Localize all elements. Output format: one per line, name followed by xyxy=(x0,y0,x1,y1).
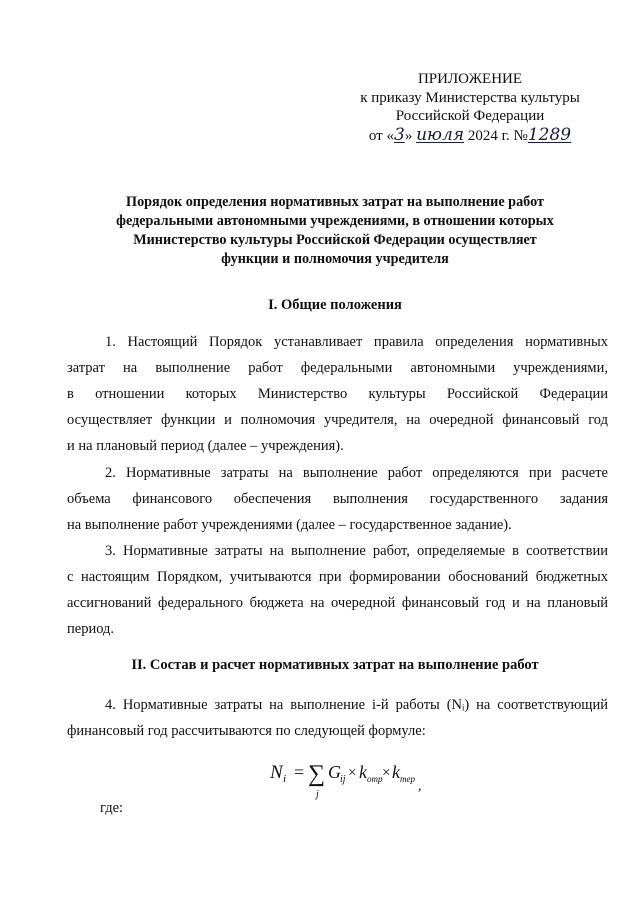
document-title xyxy=(80,193,590,269)
times-sign: × xyxy=(382,765,391,781)
times-sign: × xyxy=(348,765,357,781)
formula-k1-subscript: отр xyxy=(367,774,383,784)
formula-g-subscript: ij xyxy=(340,774,346,785)
formula-equals: = xyxy=(294,762,305,782)
paragraph-line: осуществляет функции и полномочия учредителя, на очередной финансовый год xyxy=(67,412,608,428)
paragraph-line: в отношении которых Министерство культуры Российской Федерации xyxy=(67,386,608,402)
paragraph-4 xyxy=(67,692,608,744)
paragraph-line: 4. Нормативные затраты на выполнение i-й работы (Nᵢ) на соответствующий xyxy=(105,697,608,713)
appendix-date-line xyxy=(330,126,610,146)
paragraph-3 xyxy=(67,538,608,642)
date-year: 2024 г. № xyxy=(464,127,528,144)
formula-lhs: N xyxy=(270,762,283,783)
sum-sign: ∑ xyxy=(308,761,326,787)
section-2-heading: II. Состав и расчет нормативных затрат на выполнение работ xyxy=(131,657,539,673)
paragraph-line: период. xyxy=(67,621,115,637)
paragraph-line: 1. Настоящий Порядок устанавливает правила определения нормативных xyxy=(105,334,608,350)
title-line: Министерство культуры Российской Федерации осуществляет xyxy=(133,232,537,248)
paragraph-line: финансовый год рассчитываются по следующей формуле: xyxy=(67,723,426,739)
paragraph-line: объема финансового обеспечения выполнения государственного задания xyxy=(67,491,608,507)
date-mid: » xyxy=(404,127,417,144)
order-number: 1289 xyxy=(527,124,572,145)
formula-lhs-subscript: i xyxy=(283,773,287,785)
appendix-title: ПРИЛОЖЕНИЕ xyxy=(417,71,523,87)
paragraph-line: на выполнение работ учреждениями (далее – государственное задание). xyxy=(67,517,512,533)
formula-k2-subscript: тер xyxy=(400,774,415,784)
section-1-heading: I. Общие положения xyxy=(268,297,402,313)
date-month: июля xyxy=(416,124,465,145)
paragraph-line: ассигнований федерального бюджета на очередной финансовый год и на плановый xyxy=(67,595,608,611)
title-line: федеральными автономными учреждениями, в отношении которых xyxy=(116,213,554,229)
paragraph-2 xyxy=(67,460,608,538)
paragraph-line: 2. Нормативные затраты на выполнение работ определяются при расчете xyxy=(105,465,608,481)
paragraph-line: 3. Нормативные затраты на выполнение работ, определяемые в соответствии xyxy=(105,543,608,559)
formula-k1: k xyxy=(359,762,367,782)
paragraph-line: с настоящим Порядком, учитываются при формировании обоснований бюджетных xyxy=(67,569,608,585)
formula-comma: , xyxy=(418,779,422,794)
appendix-line-2: Российской Федерации xyxy=(395,108,545,124)
formula xyxy=(268,752,428,802)
formula-g: G xyxy=(328,762,341,782)
formula-k2: k xyxy=(392,762,400,782)
paragraph-line: затрат на выполнение работ федеральными автономными учреждениями, xyxy=(67,360,608,376)
paragraph-1 xyxy=(67,329,608,459)
date-day: 3 xyxy=(393,124,405,145)
title-line: функции и полномочия учредителя xyxy=(221,251,449,267)
appendix-line-1: к приказу Министерства культуры xyxy=(360,89,580,106)
paragraph-line: и на плановый период (далее – учреждения). xyxy=(67,438,344,454)
sum-subscript: j xyxy=(316,789,319,800)
where-label: где: xyxy=(100,800,124,816)
appendix-header xyxy=(330,70,610,145)
title-line: Порядок определения нормативных затрат на выполнение работ xyxy=(126,194,544,210)
date-prefix: от « xyxy=(368,127,394,144)
